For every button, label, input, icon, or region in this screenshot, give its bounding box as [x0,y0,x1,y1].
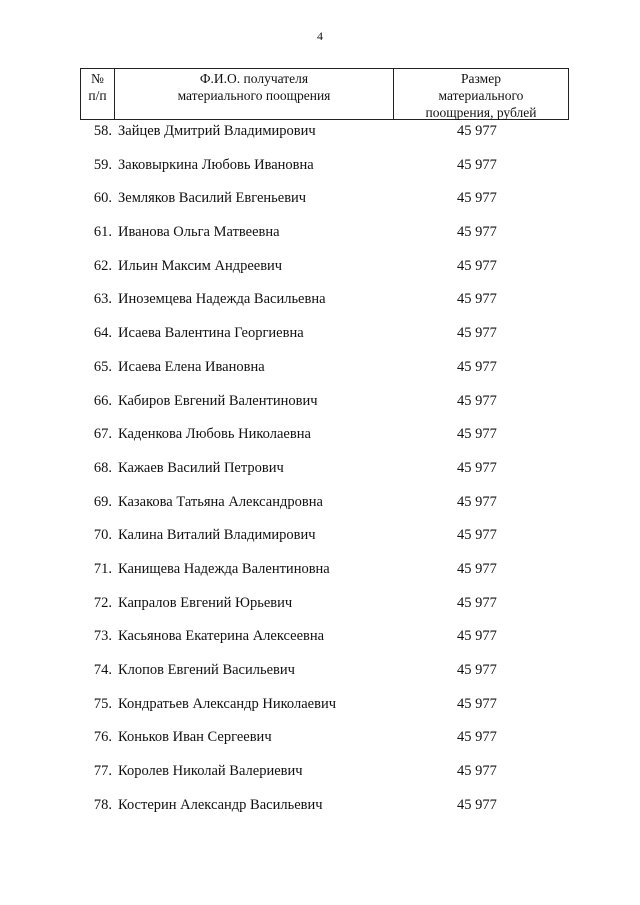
recipient-name: Зайцев Дмитрий Владимирович [118,123,316,139]
table-row [80,763,569,797]
table-row [80,426,569,460]
row-number: 66. [93,392,112,409]
table-row [80,797,569,831]
row-number: 71. [93,560,112,577]
table-row [80,561,569,595]
reward-amount: 45 977 [457,291,497,308]
recipient-name: Каденкова Любовь Николаевна [118,426,311,443]
reward-amount: 45 977 [457,426,497,443]
reward-amount: 45 977 [457,695,497,712]
reward-amount: 45 977 [457,358,497,375]
recipient-name: Кондратьев Александр Николаевич [118,695,336,712]
recipient-name: Королев Николай Валериевич [118,763,303,780]
table-row [80,393,569,427]
table-header [80,68,569,120]
recipient-name: Казакова Татьяна Александровна [118,493,323,510]
reward-amount: 45 977 [457,123,497,139]
table-row [80,123,569,157]
table-row [80,628,569,662]
table-row [80,460,569,494]
recipient-name: Кабиров Евгений Валентинович [118,392,318,409]
recipient-name: Исаева Елена Ивановна [118,358,265,375]
reward-amount: 45 977 [457,763,497,780]
page-number: 4 [317,29,323,43]
reward-amount: 45 977 [457,392,497,409]
recipient-name: Коньков Иван Сергеевич [118,729,272,746]
row-number: 70. [93,527,112,544]
table-row [80,325,569,359]
row-number: 58. [93,123,112,139]
row-number: 78. [93,796,112,813]
row-number: 75. [93,695,112,712]
row-number: 62. [93,257,112,274]
column-header-number: № п/п [81,69,115,119]
reward-amount: 45 977 [457,594,497,611]
reward-amount: 45 977 [457,560,497,577]
row-number: 59. [93,156,112,173]
row-number: 65. [93,358,112,375]
recipient-name: Кажаев Василий Петрович [118,459,284,476]
table-row [80,662,569,696]
recipient-name: Клопов Евгений Васильевич [118,662,295,678]
table-row [80,190,569,224]
table-row [80,729,569,763]
reward-amount: 45 977 [457,628,497,645]
row-number: 74. [93,662,112,678]
row-number: 67. [93,426,112,443]
recipient-name: Калина Виталий Владимирович [118,527,316,544]
row-number: 68. [93,459,112,476]
row-number: 64. [93,325,112,342]
reward-amount: 45 977 [457,257,497,274]
reward-amount: 45 977 [457,224,497,241]
row-number: 63. [93,291,112,308]
reward-amount: 45 977 [457,527,497,544]
table-row [80,595,569,629]
recipient-name: Иванова Ольга Матвеевна [118,224,280,241]
recipient-name: Канищева Надежда Валентиновна [118,560,330,577]
recipient-name: Ильин Максим Андреевич [118,257,283,274]
reward-amount: 45 977 [457,190,497,207]
recipient-name: Капралов Евгений Юрьевич [118,594,293,611]
recipient-name: Заковыркина Любовь Ивановна [118,156,314,173]
table-row [80,494,569,528]
table-row [80,224,569,258]
recipient-name: Земляков Василий Евгеньевич [118,190,307,207]
row-number: 69. [93,493,112,510]
reward-amount: 45 977 [457,325,497,342]
row-number: 61. [93,224,112,241]
reward-amount: 45 977 [457,662,497,678]
recipient-name: Касьянова Екатерина Алексеевна [118,628,325,645]
reward-amount: 45 977 [457,796,497,813]
row-number: 72. [93,594,112,611]
row-number: 73. [93,628,112,645]
table-row [80,359,569,393]
column-header-recipient: Ф.И.О. получателя материального поощрения [115,69,394,119]
reward-amount: 45 977 [457,156,497,173]
table-row [80,258,569,292]
column-header-amount: Размер материального поощрения, рублей [425,71,537,120]
row-number: 60. [93,190,112,207]
row-number: 76. [93,729,112,746]
table-row [80,157,569,191]
table-body [80,123,569,830]
recipient-name: Исаева Валентина Георгиевна [118,325,304,342]
table-row [80,291,569,325]
reward-amount: 45 977 [457,493,497,510]
table-row [80,696,569,730]
reward-amount: 45 977 [457,459,497,476]
recipient-name: Иноземцева Надежда Васильевна [118,291,326,308]
row-number: 77. [93,763,112,780]
table-row [80,527,569,561]
reward-amount: 45 977 [457,729,497,746]
recipient-name: Костерин Александр Васильевич [118,796,323,813]
